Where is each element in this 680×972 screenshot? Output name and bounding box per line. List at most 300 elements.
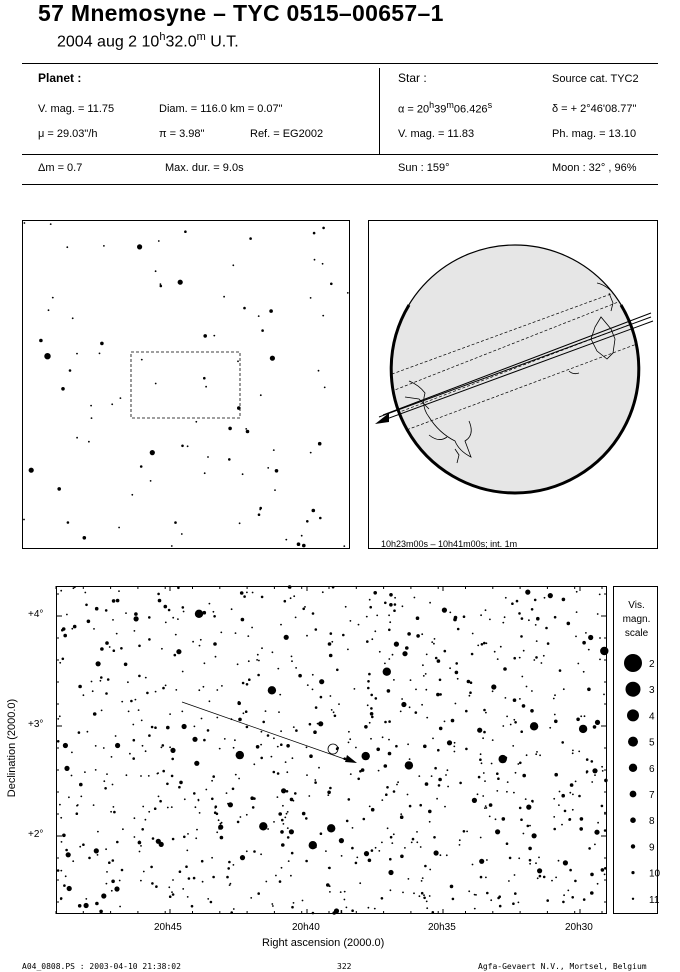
background-star xyxy=(580,726,583,729)
background-star xyxy=(388,739,390,741)
background-star xyxy=(52,297,54,299)
background-star xyxy=(468,890,470,892)
background-star xyxy=(394,603,397,606)
background-star xyxy=(604,867,607,870)
background-star xyxy=(603,694,605,696)
background-star xyxy=(355,862,358,865)
scale-label: 5 xyxy=(649,737,655,749)
background-star xyxy=(604,874,606,876)
background-star xyxy=(154,807,157,810)
background-star xyxy=(286,771,288,773)
background-star xyxy=(575,636,577,638)
background-star xyxy=(167,807,169,809)
background-star xyxy=(238,718,242,722)
background-star xyxy=(495,818,497,820)
background-star xyxy=(164,605,168,609)
background-star xyxy=(210,901,213,904)
background-star xyxy=(290,875,292,877)
background-star xyxy=(64,766,69,771)
background-star xyxy=(384,764,388,768)
background-star xyxy=(83,694,85,696)
background-star xyxy=(111,880,115,884)
star-heading: Star : xyxy=(398,71,427,85)
background-star xyxy=(223,296,225,298)
background-star xyxy=(192,641,194,643)
background-star xyxy=(76,812,79,815)
background-star xyxy=(85,604,88,607)
background-star xyxy=(246,850,248,852)
background-star xyxy=(455,671,459,675)
background-star xyxy=(459,844,461,846)
background-star xyxy=(362,752,370,760)
background-star xyxy=(273,737,275,739)
background-star xyxy=(519,698,521,700)
background-star xyxy=(287,827,289,829)
background-star xyxy=(559,669,562,672)
background-star xyxy=(162,744,165,747)
background-star xyxy=(284,635,289,640)
background-star xyxy=(495,829,500,834)
background-star xyxy=(513,698,517,702)
background-star xyxy=(245,710,248,713)
background-star xyxy=(482,737,484,739)
background-star xyxy=(141,359,143,361)
background-star xyxy=(390,889,392,891)
background-star xyxy=(138,709,140,711)
background-star xyxy=(116,841,119,844)
background-star xyxy=(132,724,134,726)
background-star xyxy=(213,335,215,337)
background-star xyxy=(246,726,249,729)
background-star xyxy=(238,778,240,780)
background-star xyxy=(145,677,147,679)
background-star xyxy=(77,804,79,806)
background-star xyxy=(485,805,487,807)
background-star xyxy=(194,726,196,728)
background-star xyxy=(65,875,67,877)
background-star xyxy=(597,883,599,885)
background-star xyxy=(157,773,159,775)
background-star xyxy=(322,227,325,230)
background-star xyxy=(390,836,393,839)
scale-title-line: magn. xyxy=(622,614,651,625)
globe-panel xyxy=(368,220,658,549)
background-star xyxy=(139,851,141,853)
background-star xyxy=(60,590,62,592)
background-star xyxy=(368,859,372,863)
background-star xyxy=(381,842,383,844)
background-star xyxy=(78,731,81,734)
background-star xyxy=(526,686,528,688)
background-star xyxy=(328,642,332,646)
background-star xyxy=(514,721,517,724)
background-star xyxy=(112,784,114,786)
background-star xyxy=(502,817,506,821)
background-star xyxy=(590,873,594,877)
background-star xyxy=(234,739,236,741)
scale-dot xyxy=(631,844,635,848)
background-star xyxy=(170,748,175,753)
background-star xyxy=(568,818,571,821)
background-star xyxy=(291,906,294,909)
background-star xyxy=(472,798,477,803)
star-source: Source cat. TYC2 xyxy=(552,73,639,85)
background-star xyxy=(601,766,603,768)
background-star xyxy=(530,709,534,713)
background-star xyxy=(429,602,431,604)
background-star xyxy=(378,770,380,772)
background-star xyxy=(100,676,103,679)
background-star xyxy=(358,624,360,626)
background-star xyxy=(226,792,228,794)
background-star xyxy=(348,731,350,733)
background-star xyxy=(293,902,295,904)
star-alpha xyxy=(398,100,492,116)
background-star xyxy=(401,698,403,700)
background-star xyxy=(576,718,580,722)
footer-page: 322 xyxy=(337,962,352,971)
background-star xyxy=(148,811,150,813)
background-star xyxy=(130,700,133,703)
background-star xyxy=(376,748,380,752)
background-star xyxy=(425,782,429,786)
background-star xyxy=(142,806,144,808)
background-star xyxy=(293,800,295,802)
background-star xyxy=(119,906,121,908)
background-star xyxy=(23,519,25,521)
star-chart-field xyxy=(57,587,608,915)
background-star xyxy=(174,654,177,657)
background-star xyxy=(553,816,555,818)
background-star xyxy=(281,819,284,822)
background-star xyxy=(306,635,308,637)
background-star xyxy=(375,847,377,849)
footer-credit: Agfa-Gevaert N.V., Mortsel, Belgium xyxy=(478,962,647,971)
footer-file: A04_0808.PS : 2003-04-10 21:38:02 xyxy=(22,962,181,971)
background-star xyxy=(265,881,267,883)
background-star xyxy=(298,674,302,678)
background-star xyxy=(59,662,61,664)
background-star xyxy=(252,592,254,594)
background-star xyxy=(364,851,369,856)
background-star xyxy=(205,789,207,791)
background-star xyxy=(421,704,423,706)
background-star xyxy=(570,783,574,787)
background-star xyxy=(421,880,423,882)
background-star xyxy=(95,769,97,771)
background-star xyxy=(381,799,383,801)
background-star xyxy=(79,846,81,848)
background-star xyxy=(169,713,171,715)
background-star xyxy=(521,617,524,620)
background-star xyxy=(520,730,523,733)
background-star xyxy=(434,767,437,770)
background-star xyxy=(91,681,93,683)
background-star xyxy=(230,911,233,914)
star-delta: δ = + 2°46'08.77" xyxy=(552,103,637,115)
scale-label: 7 xyxy=(649,790,655,801)
background-star xyxy=(368,673,371,676)
background-star xyxy=(127,681,129,683)
background-star xyxy=(578,751,580,753)
finder-zoom-box xyxy=(131,352,240,418)
background-star xyxy=(213,615,216,618)
background-star xyxy=(155,383,157,385)
background-star xyxy=(57,487,61,491)
background-star xyxy=(442,608,447,613)
background-star xyxy=(474,908,476,910)
background-star xyxy=(235,632,237,634)
background-star xyxy=(580,817,584,821)
background-star xyxy=(66,614,68,616)
scale-dot xyxy=(632,898,634,900)
background-star xyxy=(590,891,594,895)
background-star xyxy=(181,445,184,448)
background-star xyxy=(477,793,479,795)
background-star xyxy=(588,847,591,850)
background-star xyxy=(108,861,111,864)
background-star xyxy=(450,885,454,889)
background-star xyxy=(72,317,74,319)
background-star xyxy=(553,698,555,700)
background-star xyxy=(373,591,377,595)
background-star xyxy=(559,791,561,793)
background-star xyxy=(261,329,264,332)
background-star xyxy=(305,817,308,820)
background-star xyxy=(438,778,442,782)
background-star xyxy=(479,758,482,761)
background-star xyxy=(63,884,66,887)
date-prefix: 2004 aug 2 10 xyxy=(57,33,160,51)
background-star xyxy=(314,779,316,781)
finder-star-field xyxy=(23,221,351,550)
background-star xyxy=(502,725,504,727)
background-star xyxy=(486,642,488,644)
background-star xyxy=(384,663,386,665)
background-star xyxy=(199,812,201,814)
background-star xyxy=(554,616,557,619)
background-star xyxy=(111,403,113,405)
background-star xyxy=(370,712,374,716)
background-star xyxy=(187,896,189,898)
background-star xyxy=(150,450,155,455)
background-star xyxy=(195,806,197,808)
background-star xyxy=(178,280,183,285)
background-star xyxy=(336,669,339,672)
background-star xyxy=(420,846,422,848)
background-star xyxy=(551,880,553,882)
background-star xyxy=(176,649,181,654)
background-star xyxy=(506,842,509,845)
scale-dots xyxy=(614,587,659,915)
background-star xyxy=(248,678,251,681)
background-star xyxy=(295,617,297,619)
planet-parallax: π = 3.98" xyxy=(159,128,205,140)
background-star xyxy=(594,830,599,835)
background-star xyxy=(332,911,336,915)
background-star xyxy=(148,775,150,777)
background-star xyxy=(209,603,211,605)
background-star xyxy=(537,868,542,873)
background-star xyxy=(553,798,555,800)
background-star xyxy=(330,695,332,697)
background-star xyxy=(278,711,280,713)
background-star xyxy=(175,689,177,691)
background-star xyxy=(510,724,512,726)
date-suffix: U.T. xyxy=(205,33,239,51)
background-star xyxy=(228,861,231,864)
background-star xyxy=(95,607,99,611)
background-star xyxy=(387,827,389,829)
background-star xyxy=(161,648,163,650)
background-star xyxy=(513,657,516,660)
background-star xyxy=(483,772,485,774)
background-star xyxy=(402,605,404,607)
background-star xyxy=(369,606,372,609)
background-star xyxy=(115,735,117,737)
background-star xyxy=(277,772,280,775)
background-star xyxy=(76,353,78,355)
background-star xyxy=(437,659,441,663)
background-star xyxy=(104,787,107,790)
header-column-divider xyxy=(379,68,380,154)
background-star xyxy=(198,799,200,801)
background-star xyxy=(367,680,370,683)
background-star xyxy=(67,521,70,524)
background-star xyxy=(318,721,323,726)
background-star xyxy=(128,711,130,713)
background-star xyxy=(137,244,142,249)
background-star xyxy=(275,469,279,473)
background-star xyxy=(63,743,68,748)
background-star xyxy=(327,824,335,832)
background-star xyxy=(425,689,427,691)
background-star xyxy=(389,858,392,861)
background-star xyxy=(516,600,519,603)
background-star xyxy=(171,545,173,547)
background-star xyxy=(428,810,432,814)
background-star xyxy=(140,775,142,777)
background-star xyxy=(228,802,233,807)
background-star xyxy=(519,807,522,810)
background-star xyxy=(558,860,560,862)
background-star xyxy=(604,829,607,832)
background-star xyxy=(531,608,534,611)
background-star xyxy=(491,684,496,689)
background-star xyxy=(531,800,534,803)
background-star xyxy=(284,817,286,819)
background-star xyxy=(352,827,354,829)
background-star xyxy=(599,594,601,596)
background-star xyxy=(553,828,556,831)
background-star xyxy=(539,754,541,756)
star-phmag: Ph. mag. = 13.10 xyxy=(552,128,637,140)
background-star xyxy=(302,900,304,902)
background-star xyxy=(519,762,522,765)
background-star xyxy=(216,689,218,691)
background-star xyxy=(152,837,155,840)
background-star xyxy=(212,876,215,879)
background-star xyxy=(330,632,333,635)
background-star xyxy=(198,689,200,691)
background-star xyxy=(496,790,498,792)
background-star xyxy=(480,876,483,879)
background-star xyxy=(536,751,538,753)
background-star xyxy=(203,377,206,380)
background-star xyxy=(543,876,546,879)
background-star xyxy=(260,394,262,396)
background-star xyxy=(523,650,525,652)
background-star xyxy=(343,545,345,547)
background-star xyxy=(145,750,147,752)
background-star xyxy=(246,814,248,816)
background-star xyxy=(407,743,409,745)
background-star xyxy=(243,307,246,310)
background-star xyxy=(294,792,297,795)
background-star xyxy=(166,783,169,786)
background-star xyxy=(74,586,76,588)
background-star xyxy=(306,746,308,748)
background-star xyxy=(160,285,163,288)
background-star xyxy=(583,671,585,673)
background-star xyxy=(215,805,218,808)
background-star xyxy=(239,522,241,524)
background-star xyxy=(237,821,240,824)
background-star xyxy=(109,646,111,648)
scale-dot xyxy=(626,682,641,697)
background-star xyxy=(215,656,217,658)
background-star xyxy=(171,806,173,808)
background-star xyxy=(252,806,255,809)
background-star xyxy=(329,654,333,658)
background-star xyxy=(429,869,431,871)
background-star xyxy=(105,609,108,612)
y-axis-label: Declination (2000.0) xyxy=(6,698,18,798)
background-star xyxy=(331,641,333,643)
background-star xyxy=(257,892,260,895)
background-star xyxy=(604,779,608,783)
background-star xyxy=(203,334,207,338)
background-star xyxy=(48,309,50,311)
background-star xyxy=(92,690,94,692)
background-star xyxy=(329,891,331,893)
background-star xyxy=(529,863,531,865)
background-star xyxy=(483,642,486,645)
background-star xyxy=(334,715,337,718)
background-star xyxy=(290,597,292,599)
background-star xyxy=(179,781,183,785)
background-star xyxy=(60,870,62,872)
background-star xyxy=(439,727,443,731)
background-star xyxy=(469,695,471,697)
background-star xyxy=(29,468,34,473)
background-star xyxy=(480,753,482,755)
background-star xyxy=(115,743,120,748)
background-star xyxy=(71,628,73,630)
background-star xyxy=(402,892,404,894)
background-star xyxy=(485,877,487,879)
background-star xyxy=(440,854,442,856)
background-star xyxy=(261,731,263,733)
background-star xyxy=(317,723,319,725)
background-star xyxy=(151,882,154,885)
background-star xyxy=(186,850,188,852)
background-star xyxy=(569,869,572,872)
background-star xyxy=(134,616,139,621)
background-star xyxy=(101,710,103,712)
background-star xyxy=(312,912,315,915)
background-star xyxy=(393,790,396,793)
